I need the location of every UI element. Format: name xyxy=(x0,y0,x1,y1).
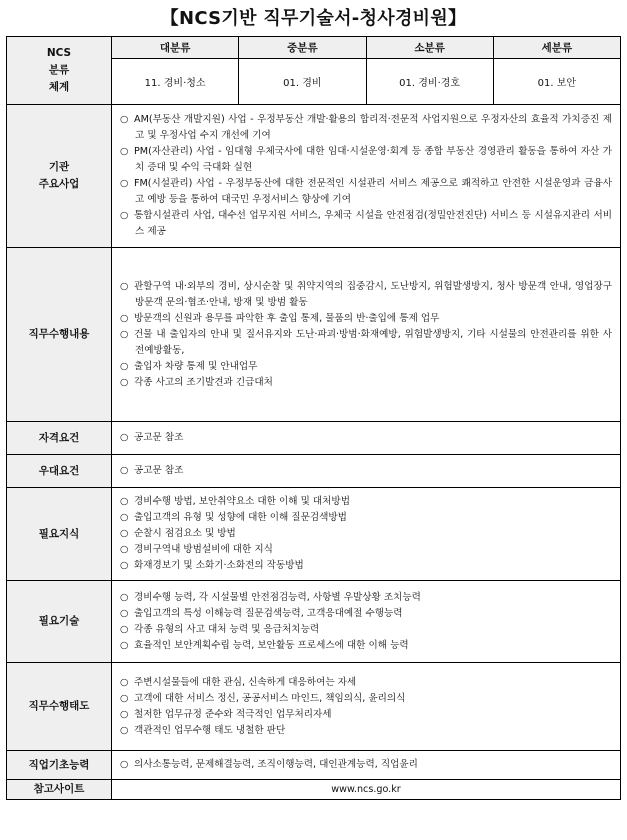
section-item xyxy=(120,691,612,707)
section-item-text: 순찰시 점검요소 및 방법 xyxy=(134,528,236,539)
bullet-circle-icon: ○ xyxy=(120,114,129,125)
section-item-list xyxy=(120,279,612,391)
section-item xyxy=(120,757,612,773)
section-item-text: 출입고객의 특성 이해능력 질문검색능력, 고객응대예절 수행능력 xyxy=(134,607,403,619)
section-item-list xyxy=(120,430,612,446)
section-item xyxy=(120,494,612,510)
section-item-text: 화재경보기 및 소화기·소화전의 작동방법 xyxy=(134,560,304,571)
section-item xyxy=(120,558,612,574)
section-item-text: 출입자 차량 통제 및 안내업무 xyxy=(134,360,258,372)
section-content xyxy=(112,455,621,488)
section-item xyxy=(120,723,612,739)
section-item-text: 방문객의 신원과 용무를 파악한 후 출입 통제, 물품의 반·출입에 통제 업무 xyxy=(134,312,440,324)
section-label-text: 필요기술 xyxy=(38,615,80,628)
section-row-preferences xyxy=(7,455,621,488)
section-item xyxy=(120,638,612,654)
section-label-text: 자격요건 xyxy=(38,431,80,444)
section-item-text: 효율적인 보안계획수립 능력, 보안활동 프로세스에 대한 이해 능력 xyxy=(134,639,409,651)
section-row-required-skills xyxy=(7,581,621,663)
section-item-text: 각종 유형의 사고 대처 능력 및 응급처치능력 xyxy=(134,623,320,635)
section-item-list xyxy=(120,590,612,654)
bullet-circle-icon: ○ xyxy=(120,544,129,555)
bullet-circle-icon: ○ xyxy=(120,280,129,292)
bullet-circle-icon: ○ xyxy=(120,528,129,539)
bullet-circle-icon: ○ xyxy=(120,692,129,704)
section-label xyxy=(7,751,112,780)
bullet-circle-icon: ○ xyxy=(120,591,129,603)
section-item-text: 객관적인 업무수행 태도 냉철한 판단 xyxy=(134,724,286,736)
section-row-work-attitude xyxy=(7,663,621,751)
bullet-circle-icon: ○ xyxy=(120,708,129,720)
section-item-list xyxy=(120,494,612,574)
bullet-circle-icon: ○ xyxy=(120,360,129,372)
bullet-circle-icon: ○ xyxy=(120,676,129,688)
bullet-circle-icon: ○ xyxy=(120,512,129,523)
bullet-circle-icon: ○ xyxy=(120,607,129,619)
section-item xyxy=(120,208,612,240)
reference-label: 참고사이트 xyxy=(7,780,112,800)
header-major: 대분류 xyxy=(112,37,239,59)
section-content xyxy=(112,663,621,751)
reference-row xyxy=(7,780,621,800)
section-item-text: 철저한 업무규정 준수와 적극적인 업무처리자세 xyxy=(134,708,332,720)
section-item-text: 통합시설관리 사업, 대수선 업무지원 서비스, 우체국 시설을 안전점검(정밀안전진단) 서비스 등 시설유지관리 서비스 제공 xyxy=(134,210,612,237)
section-item-text: 경비수행 방법, 보안취약요소 대한 이해 및 대처방법 xyxy=(134,496,350,507)
section-item xyxy=(120,144,612,176)
section-label-text: 직무수행태도 xyxy=(28,700,90,713)
header-middle: 중분류 xyxy=(239,37,366,59)
section-content xyxy=(112,248,621,422)
section-item xyxy=(120,622,612,638)
section-item xyxy=(120,675,612,691)
section-item-text: 경비구역내 방범설비에 대한 지식 xyxy=(134,544,273,555)
document-title: 【NCS기반 직무기술서-청사경비원】 xyxy=(160,8,467,29)
bullet-circle-icon: ○ xyxy=(120,146,129,157)
header-detail: 세분류 xyxy=(493,37,620,59)
section-item xyxy=(120,176,612,208)
bullet-circle-icon: ○ xyxy=(120,759,129,770)
section-item-text: 공고문 참조 xyxy=(134,465,184,476)
section-item-text: FM(시설관리) 사업 - 우정부동산에 대한 전문적인 시설관리 서비스 제공으로 쾌적하고 안전한 시설운영과 금융사고 예방 등을 통하여 대국민 우정서비스 향상에 기여 xyxy=(134,178,612,205)
section-content xyxy=(112,581,621,663)
header-minor: 소분류 xyxy=(366,37,493,59)
bullet-circle-icon: ○ xyxy=(120,724,129,736)
bullet-circle-icon: ○ xyxy=(120,210,129,221)
section-content xyxy=(112,751,621,780)
section-item-list xyxy=(120,463,612,479)
section-item xyxy=(120,112,612,144)
section-label-text: 직업기초능력 xyxy=(28,758,90,771)
section-item xyxy=(120,279,612,311)
section-item-text: 관할구역 내·외부의 경비, 상시순찰 및 취약지역의 집중감시, 도난방지, 위험발생방지, 청사 방문객 안내, 영업장구 방문객 문의·협조·안내, 방재 및 방범 활동 xyxy=(134,280,612,308)
bullet-circle-icon: ○ xyxy=(120,560,129,571)
section-item-text: 의사소통능력, 문제해결능력, 조직이행능력, 대인관계능력, 직업윤리 xyxy=(134,759,418,770)
section-label-text: 직무수행내용 xyxy=(28,328,90,341)
bullet-circle-icon: ○ xyxy=(120,178,129,189)
section-item xyxy=(120,526,612,542)
value-major: 11. 경비·청소 xyxy=(112,59,239,105)
classification-label xyxy=(7,37,112,105)
section-row-qualifications xyxy=(7,422,621,455)
section-item-text: 주변시설물들에 대한 관심, 신속하게 대응하여는 자세 xyxy=(134,676,357,688)
section-row-basic-competency xyxy=(7,751,621,780)
section-label-text: 우대요건 xyxy=(38,464,80,477)
section-label xyxy=(7,455,112,488)
section-item xyxy=(120,606,612,622)
bullet-circle-icon: ○ xyxy=(120,432,129,443)
section-row-required-knowledge xyxy=(7,488,621,581)
bullet-circle-icon: ○ xyxy=(120,376,129,388)
section-item-text: PM(자산관리) 사업 - 임대형 우체국사에 대한 임대·시설운영·회계 등 종합 부동산 경영관리 활동을 통하여 자산 가치 증대 및 수익 극대화 실현 xyxy=(134,146,612,173)
bullet-circle-icon: ○ xyxy=(120,496,129,507)
reference-link[interactable]: www.ncs.go.kr xyxy=(112,780,621,800)
section-content xyxy=(112,105,621,248)
section-row-main-business xyxy=(7,105,621,248)
bullet-circle-icon: ○ xyxy=(120,465,129,476)
section-item-text: 건물 내 출입자의 안내 및 질서유지와 도난·파괴·방범·화재예방, 위험발생방지, 기타 시설물의 안전관리를 위한 사전예방활동, xyxy=(134,328,612,356)
value-middle: 01. 경비 xyxy=(239,59,366,105)
bullet-circle-icon: ○ xyxy=(120,623,129,635)
section-item xyxy=(120,542,612,558)
section-item-text: 각종 사고의 조기발견과 긴급대처 xyxy=(134,376,273,388)
bullet-circle-icon: ○ xyxy=(120,328,129,340)
section-item-text: 고객에 대한 서비스 정신, 공공서비스 마인드, 책임의식, 윤리의식 xyxy=(134,692,406,704)
job-description-table xyxy=(6,36,621,800)
section-item xyxy=(120,707,612,723)
section-label xyxy=(7,488,112,581)
section-item-text: 공고문 참조 xyxy=(134,432,184,443)
section-content xyxy=(112,488,621,581)
bullet-circle-icon: ○ xyxy=(120,639,129,651)
section-item-list xyxy=(120,112,612,240)
section-item-text: 출입고객의 유형 및 성향에 대한 이해 질문검색방법 xyxy=(134,512,347,523)
section-item-list xyxy=(120,757,612,773)
section-item xyxy=(120,327,612,359)
value-detail: 01. 보안 xyxy=(493,59,620,105)
section-item xyxy=(120,359,612,375)
section-content xyxy=(112,422,621,455)
bullet-circle-icon: ○ xyxy=(120,312,129,324)
section-item xyxy=(120,311,612,327)
section-item xyxy=(120,430,612,446)
section-label xyxy=(7,105,112,248)
section-item-text: 경비수행 능력, 각 시설물별 안전점검능력, 사항별 우발상황 조치능력 xyxy=(134,591,421,603)
section-label-text: 필요지식 xyxy=(38,527,80,540)
section-item xyxy=(120,510,612,526)
section-label xyxy=(7,581,112,663)
section-item xyxy=(120,590,612,606)
section-label xyxy=(7,422,112,455)
section-item xyxy=(120,375,612,391)
section-row-job-duties xyxy=(7,248,621,422)
section-label xyxy=(7,248,112,422)
section-item-text: AM(부동산 개발지원) 사업 - 우정부동산 개발·활용의 합리적·전문적 사업지원으로 우정자산의 효율적 가치증진 제고 및 우정사업 수지 개선에 기여 xyxy=(134,114,612,141)
section-label xyxy=(7,663,112,751)
section-item xyxy=(120,463,612,479)
classification-label-text: NCS 분류 체계 xyxy=(46,47,72,93)
section-item-list xyxy=(120,675,612,739)
value-minor: 01. 경비·경호 xyxy=(366,59,493,105)
section-label-text: 기관 주요사업 xyxy=(38,161,80,190)
classification-header-row xyxy=(7,37,621,59)
